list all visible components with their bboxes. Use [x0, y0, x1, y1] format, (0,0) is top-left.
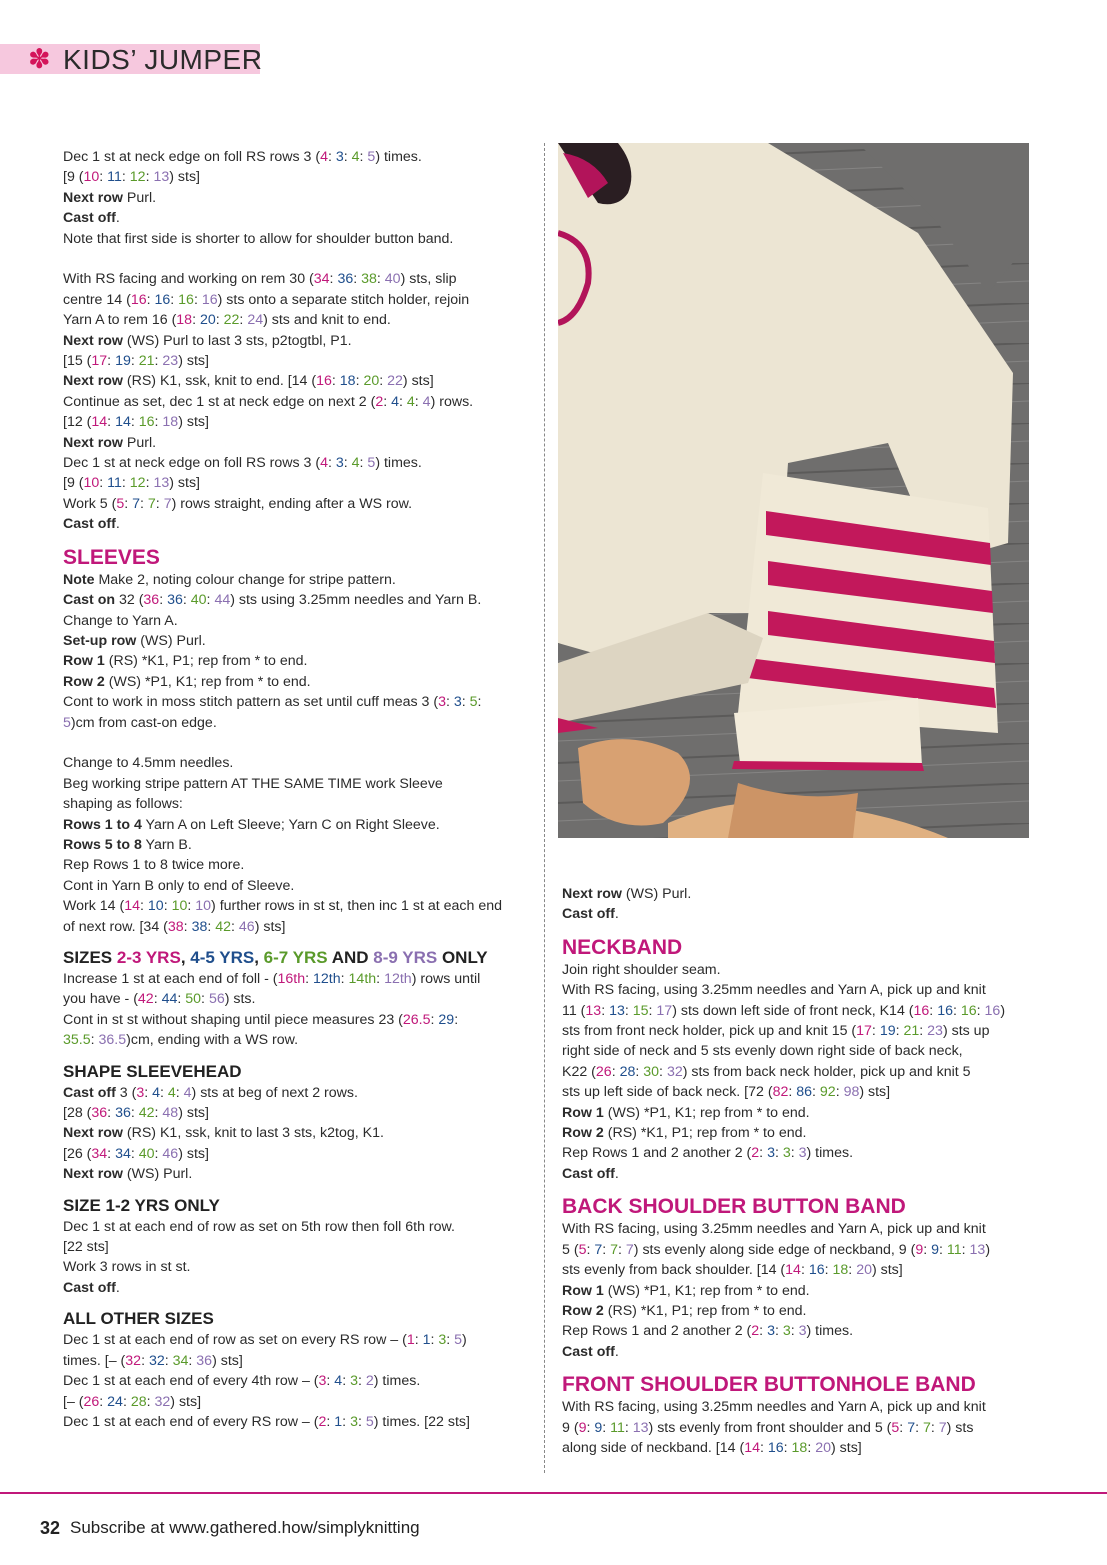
text-line: along side of neckband. [14 (14: 16: 18: 20) sts]: [562, 1439, 862, 1456]
sleeve-photo: [558, 143, 1029, 838]
text-line: [– (26: 24: 28: 32) sts]: [63, 1393, 202, 1410]
text-line: sts from front neck holder, pick up and knit 15 (17: 19: 21: 23) sts up: [562, 1023, 990, 1040]
text-line: Cont in st st without shaping until piece measures 23 (26.5: 29:: [63, 1011, 459, 1028]
text-line: With RS facing, using 3.25mm needles and Yarn A, pick up and knit: [562, 1221, 986, 1238]
back-shoulder-heading: BACK SHOULDER BUTTON BAND: [562, 1195, 906, 1219]
text-line: Cast off.: [562, 906, 619, 923]
shape-sleevehead-heading: SHAPE SLEEVEHEAD: [63, 1061, 242, 1081]
text-line: [9 (10: 11: 12: 13) sts]: [63, 169, 200, 186]
text-line: Note that first side is shorter to allow for shoulder button band.: [63, 230, 454, 247]
text-line: Work 3 rows in st st.: [63, 1259, 191, 1276]
sleeves-heading: SLEEVES: [63, 545, 160, 569]
text-line: Cast on 32 (36: 36: 40: 44) sts using 3.25mm needles and Yarn B.: [63, 592, 482, 609]
text-line: Dec 1 st at each end of row as set on every RS row – (1: 1: 3: 5): [63, 1332, 467, 1349]
text-line: Row 2 (RS) *K1, P1; rep from * to end.: [562, 1125, 807, 1142]
text-line: Rep Rows 1 and 2 another 2 (2: 3: 3: 3) times.: [562, 1145, 854, 1162]
subscribe-link[interactable]: Subscribe at www.gathered.how/simplyknitting: [70, 1518, 420, 1537]
text-line: Dec 1 st at each end of row as set on 5th row then foll 6th row.: [63, 1218, 455, 1235]
text-line: Continue as set, dec 1 st at neck edge on next 2 (2: 4: 4: 4) rows.: [63, 393, 474, 410]
column-divider: [544, 143, 545, 1473]
front-shoulder-heading: FRONT SHOULDER BUTTONHOLE BAND: [562, 1373, 976, 1397]
text-line: you have - (42: 44: 50: 56) sts.: [63, 991, 256, 1008]
text-line: With RS facing, using 3.25mm needles and Yarn A, pick up and knit: [562, 1399, 986, 1416]
text-line: 35.5: 36.5)cm, ending with a WS row.: [63, 1032, 299, 1049]
text-line: Rep Rows 1 to 8 twice more.: [63, 857, 245, 874]
right-column: [562, 884, 1052, 1458]
size-1-2-heading: SIZE 1-2 YRS ONLY: [63, 1195, 220, 1215]
text-line: [22 sts]: [63, 1239, 109, 1256]
text-line: Next row (WS) Purl.: [562, 886, 692, 902]
text-line: Rows 5 to 8 Yarn B.: [63, 836, 192, 853]
text-line: Row 1 (WS) *P1, K1; rep from * to end.: [562, 1282, 810, 1299]
text-line: Next row Purl.: [63, 434, 157, 451]
text-line: of next row. [34 (38: 38: 42: 46) sts]: [63, 918, 286, 935]
text-line: 5)cm from cast-on edge.: [63, 714, 217, 731]
text-line: Cont to work in moss stitch pattern as set until cuff meas 3 (3: 3: 5:: [63, 694, 482, 711]
text-line: Dec 1 st at neck edge on foll RS rows 3 (4: 3: 4: 5) times.: [63, 455, 422, 472]
text-line: Row 1 (RS) *K1, P1; rep from * to end.: [63, 653, 308, 670]
text-line: Cast off.: [63, 516, 120, 533]
text-line: Work 14 (14: 10: 10: 10) further rows in st st, then inc 1 st at each end: [63, 898, 503, 915]
text-line: Note Make 2, noting colour change for stripe pattern.: [63, 571, 396, 588]
text-line: [9 (10: 11: 12: 13) sts]: [63, 475, 200, 492]
text-line: Dec 1 st at each end of every RS row – (2: 1: 3: 5) times. [22 sts]: [63, 1413, 470, 1430]
sizes-heading: SIZES 2-3 YRS, 4-5 YRS, 6-7 YRS AND 8-9 YRS ONLY: [63, 948, 488, 967]
text-line: With RS facing, using 3.25mm needles and Yarn A, pick up and knit: [562, 982, 986, 999]
text-line: Yarn A to rem 16 (18: 20: 22: 24) sts and knit to end.: [63, 312, 391, 329]
text-line: Set-up row (WS) Purl.: [63, 632, 206, 649]
footer-rule: [0, 1492, 1107, 1494]
text-line: Rep Rows 1 and 2 another 2 (2: 3: 3: 3) times.: [562, 1323, 854, 1340]
page-title: KIDS’ JUMPER: [63, 44, 263, 75]
text-line: sts up left side of back neck. [72 (82: 86: 92: 98) sts]: [562, 1084, 891, 1101]
text-line: Next row Purl.: [63, 189, 157, 206]
text-line: [15 (17: 19: 21: 23) sts]: [63, 353, 209, 370]
text-line: Work 5 (5: 7: 7: 7) rows straight, ending after a WS row.: [63, 495, 413, 512]
text-line: shaping as follows:: [63, 796, 183, 813]
flower-icon: ✽: [28, 44, 51, 74]
text-line: 11 (13: 13: 15: 17) sts down left side of front neck, K14 (16: 16: 16: 16): [562, 1002, 1006, 1019]
text-line: Cont in Yarn B only to end of Sleeve.: [63, 877, 295, 894]
text-line: Rows 1 to 4 Yarn A on Left Sleeve; Yarn C on Right Sleeve.: [63, 816, 440, 833]
text-line: Row 2 (WS) *P1, K1; rep from * to end.: [63, 673, 311, 690]
text-line: Increase 1 st at each end of foll - (16th: 12th: 14th: 12th) rows until: [63, 971, 481, 987]
text-line: Next row (RS) K1, ssk, knit to end. [14 (16: 18: 20: 22) sts]: [63, 373, 434, 390]
left-column: [63, 147, 533, 1432]
text-line: right side of neck and 5 sts evenly down right side of back neck,: [562, 1043, 963, 1060]
text-line: [26 (34: 34: 40: 46) sts]: [63, 1145, 209, 1162]
text-line: [28 (36: 36: 42: 48) sts]: [63, 1105, 209, 1122]
text-line: 9 (9: 9: 11: 13) sts evenly from front shoulder and 5 (5: 7: 7: 7) sts: [562, 1419, 974, 1436]
text-line: Beg working stripe pattern AT THE SAME TIME work Sleeve: [63, 775, 443, 792]
text-line: Row 2 (RS) *K1, P1; rep from * to end.: [562, 1302, 807, 1319]
text-line: Dec 1 st at each end of every 4th row – (3: 4: 3: 2) times.: [63, 1373, 421, 1390]
text-line: Cast off.: [562, 1343, 619, 1360]
text-line: [12 (14: 14: 16: 18) sts]: [63, 414, 209, 431]
text-line: Next row (WS) Purl.: [63, 1166, 193, 1183]
text-line: Next row (WS) Purl to last 3 sts, p2togtbl, P1.: [63, 332, 352, 349]
text-line: 5 (5: 7: 7: 7) sts evenly along side edge of neckband, 9 (9: 9: 11: 13): [562, 1241, 991, 1258]
text-line: centre 14 (16: 16: 16: 16) sts onto a separate stitch holder, rejoin: [63, 291, 470, 308]
text-line: Next row (RS) K1, ssk, knit to last 3 sts, k2tog, K1.: [63, 1125, 384, 1142]
text-line: Cast off.: [562, 1165, 619, 1182]
text-line: Cast off 3 (3: 4: 4: 4) sts at beg of next 2 rows.: [63, 1084, 358, 1101]
text-line: Cast off.: [63, 1279, 120, 1296]
text-line: Change to Yarn A.: [63, 612, 178, 629]
text-line: With RS facing and working on rem 30 (34: 36: 38: 40) sts, slip: [63, 271, 457, 288]
text-line: Dec 1 st at neck edge on foll RS rows 3 (4: 3: 4: 5) times.: [63, 149, 422, 165]
text-line: Change to 4.5mm needles.: [63, 755, 234, 772]
page-number: 32: [40, 1518, 61, 1538]
text-line: Cast off.: [63, 210, 120, 227]
text-line: times. [– (32: 32: 34: 36) sts]: [63, 1352, 243, 1369]
text-line: Join right shoulder seam.: [562, 961, 721, 978]
all-other-sizes-heading: ALL OTHER SIZES: [63, 1309, 214, 1329]
neckband-heading: NECKBAND: [562, 935, 683, 959]
text-line: K22 (26: 28: 30: 32) sts from back neck holder, pick up and knit 5: [562, 1063, 971, 1080]
text-line: Row 1 (WS) *P1, K1; rep from * to end.: [562, 1104, 810, 1121]
text-line: sts evenly from back shoulder. [14 (14: 16: 18: 20) sts]: [562, 1262, 903, 1279]
